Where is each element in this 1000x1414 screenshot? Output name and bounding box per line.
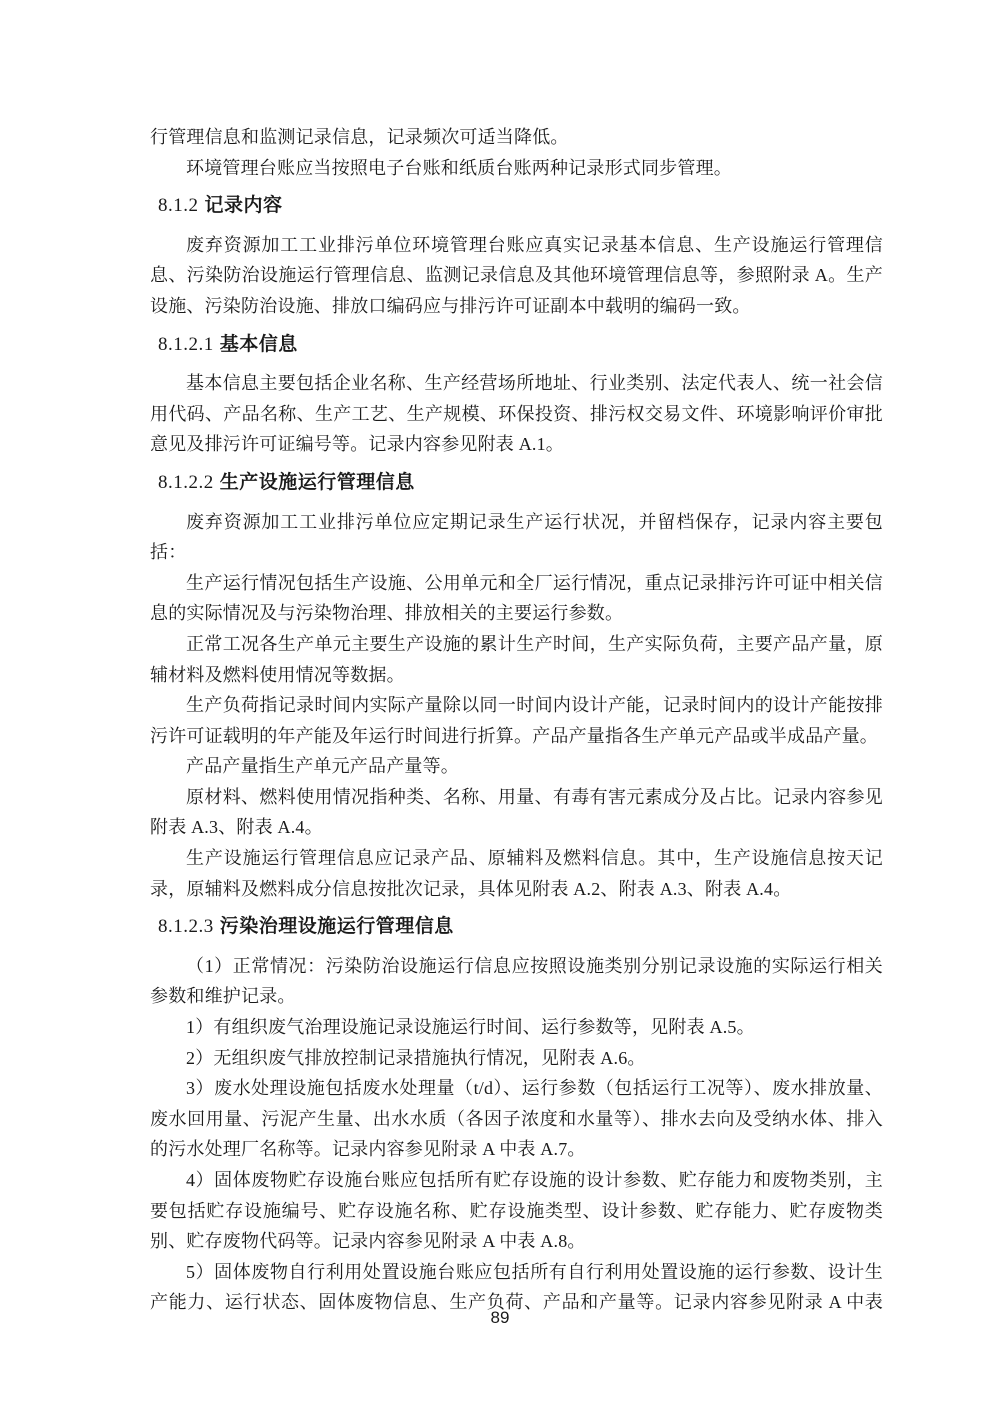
- paragraph: 基本信息主要包括企业名称、生产经营场所地址、行业类别、法定代表人、统一社会信用代码、产品名称、生产工艺、生产规模、环保投资、排污权交易文件、环境影响评价审批意见及排污许可证编号等。记录内容参见附表 A.1。: [150, 373, 883, 455]
- page-number: 89: [490, 1308, 510, 1327]
- paragraph: （1）正常情况：污染防治设施运行信息应按照设施类别分别记录设施的实际运行相关参数和维护记录。: [150, 955, 883, 1007]
- section-title: 记录内容: [204, 195, 283, 217]
- paragraph: 2）无组织废气排放控制记录措施执行情况，见附表 A.6。: [186, 1047, 646, 1068]
- paragraph: 1）有组织废气治理设施记录设施运行时间、运行参数等，见附表 A.5。: [186, 1017, 755, 1038]
- paragraph: 产品产量指生产单元产品产量等。: [186, 756, 459, 777]
- page-content: [150, 122, 883, 1318]
- section-title: 污染治理设施运行管理信息: [219, 916, 454, 938]
- section-title: 生产设施运行管理信息: [219, 471, 415, 493]
- paragraph: 原材料、燃料使用情况指种类、名称、用量、有毒有害元素成分及占比。记录内容参见附表 A.3、附表 A.4。: [150, 786, 883, 838]
- paragraph: 生产设施运行管理信息应记录产品、原辅料及燃料信息。其中，生产设施信息按天记录，原辅料及燃料成分信息按批次记录，具体见附表 A.2、附表 A.3、附表 A.4。: [150, 848, 883, 899]
- paragraph: 生产运行情况包括生产设施、公用单元和全厂运行情况，重点记录排污许可证中相关信息的实际情况及与污染物治理、排放相关的主要运行参数。: [150, 572, 883, 624]
- paragraph: 5）固体废物自行利用处置设施台账应包括所有自行利用处置设施的运行参数、设计生产能力、运行状态、固体废物信息、生产负荷、产品和产量等。记录内容参见附录 A 中表: [150, 1261, 883, 1313]
- paragraph: 废弃资源加工工业排污单位应定期记录生产运行状况，并留档保存，记录内容主要包括：: [150, 511, 883, 563]
- section-title: 基本信息: [219, 333, 298, 355]
- section-heading: [150, 468, 883, 499]
- section-number: 8.1.2.2: [158, 471, 214, 493]
- paragraph: 环境管理台账应当按照电子台账和纸质台账两种记录形式同步管理。: [186, 157, 732, 178]
- section-heading: [150, 191, 883, 222]
- section-heading: [150, 330, 883, 361]
- paragraph: 4）固体废物贮存设施台账应包括所有贮存设施的设计参数、贮存能力和废物类别，主要包括贮存设施编号、贮存设施名称、贮存设施类型、设计参数、贮存能力、贮存废物类别、贮存废物代码等。记录内容参见附录 A 中表 A.8。: [150, 1170, 883, 1252]
- paragraph: 3）废水处理设施包括废水处理量（t/d）、运行参数（包括运行工况等）、废水排放量、废水回用量、污泥产生量、出水水质（各因子浓度和水量等）、排水去向及受纳水体、排入的污水处理厂名称等。记录内容参见附录 A 中表 A.7。: [150, 1078, 883, 1160]
- section-heading: [150, 912, 883, 943]
- paragraph: 正常工况各生产单元主要生产设施的累计生产时间，生产实际负荷，主要产品产量，原辅材料及燃料使用情况等数据。: [150, 633, 883, 685]
- paragraph: 行管理信息和监测记录信息，记录频次可适当降低。: [150, 127, 569, 147]
- paragraph: 废弃资源加工工业排污单位环境管理台账应真实记录基本信息、生产设施运行管理信息、污染防治设施运行管理信息、监测记录信息及其他环境管理信息等，参照附录 A。生产设施、污染防治设施、排放口编码应与排污许可证副本中载明的编码一致。: [150, 234, 883, 316]
- paragraph: 生产负荷指记录时间内实际产量除以同一时间内设计产能，记录时间内的设计产能按排污许可证载明的年产能及年运行时间进行折算。产品产量指各生产单元产品或半成品产量。: [150, 695, 883, 746]
- section-number: 8.1.2.1: [158, 333, 214, 355]
- section-number: 8.1.2: [158, 195, 199, 217]
- section-number: 8.1.2.3: [158, 916, 214, 938]
